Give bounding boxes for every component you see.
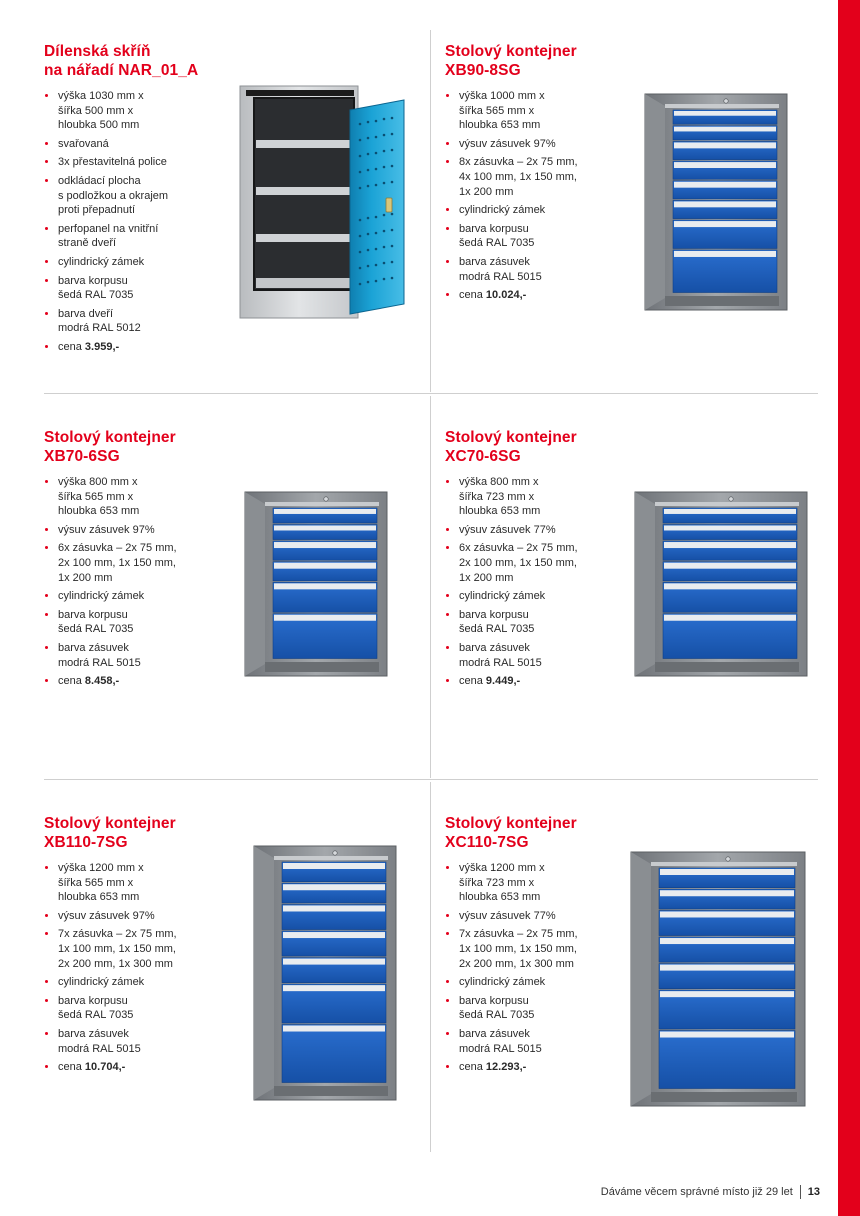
product-title [445, 428, 825, 466]
spec-list [44, 89, 226, 355]
drawer-cabinet-image [243, 490, 389, 678]
spec-item: barva korpusu šedá RAL 7035 [44, 608, 226, 637]
drawer-handle [674, 162, 776, 168]
price-item [44, 674, 226, 689]
spec-item: barva korpusu šedá RAL 7035 [44, 274, 226, 303]
drawer-handle [660, 938, 794, 944]
drawer-cabinet-image [643, 92, 789, 312]
spec-list [445, 89, 627, 303]
drawer-cabinet-image [629, 850, 807, 1108]
drawer-handle [283, 959, 385, 965]
spec-item: barva zásuvek modrá RAL 5015 [44, 641, 226, 670]
spec-item: výška 1200 mm x šířka 565 mm x hloubka 653 mm [44, 861, 226, 905]
drawer-handle [283, 905, 385, 911]
price-value: 10.704,- [84, 1061, 126, 1074]
drawer-cabinet-image [252, 844, 398, 1102]
product-title-line1: Stolový kontejner [445, 429, 577, 446]
price-item [445, 674, 627, 689]
drawer-handle [283, 863, 385, 869]
spec-item: cylindrický zámek [44, 975, 226, 990]
spec-item: svařovaná [44, 137, 226, 152]
product-title-line1: Stolový kontejner [445, 43, 577, 60]
cabinet-side [254, 846, 274, 1100]
row-divider-1 [44, 393, 818, 394]
product-title-line1: Stolový kontejner [44, 429, 176, 446]
price-item [44, 340, 226, 355]
drawer-handle [674, 251, 776, 257]
drawer-handle [274, 542, 376, 548]
column-divider-3 [430, 782, 431, 1152]
drawer-handle [674, 111, 776, 116]
product-title-line2: XC110-7SG [445, 834, 529, 851]
spec-item: cylindrický zámek [445, 203, 627, 218]
drawer-handle [664, 509, 796, 514]
spec-item: barva korpusu šedá RAL 7035 [44, 994, 226, 1023]
product-title [445, 814, 825, 852]
drawer-handle [674, 142, 776, 148]
spec-item: barva korpusu šedá RAL 7035 [445, 994, 627, 1023]
price-value: 9.449,- [485, 675, 521, 688]
spec-item: výsuv zásuvek 77% [445, 909, 627, 924]
page-number: 13 [807, 1185, 820, 1198]
lock-icon [333, 851, 337, 855]
drawer-handle [283, 985, 385, 991]
drawer-handle [674, 201, 776, 207]
product-title-line2: XB90-8SG [445, 62, 521, 79]
spec-item: výška 800 mm x šířka 565 mm x hloubka 653 mm [44, 475, 226, 519]
spec-item: barva zásuvek modrá RAL 5015 [445, 641, 627, 670]
spec-item: cylindrický zámek [445, 589, 627, 604]
drawer-handle [274, 509, 376, 514]
price-item [445, 288, 627, 303]
lock-icon [324, 497, 328, 501]
spec-item: 7x zásuvka – 2x 75 mm, 1x 100 mm, 1x 150 mm, 2x 200 mm, 1x 300 mm [44, 927, 226, 971]
spec-item: výška 1200 mm x šířka 723 mm x hloubka 653 mm [445, 861, 627, 905]
drawer-handle [274, 615, 376, 621]
lock-icon [726, 857, 730, 861]
spec-item: cylindrický zámek [44, 255, 226, 270]
drawer-handle [674, 182, 776, 188]
spec-item: výsuv zásuvek 97% [44, 909, 226, 924]
drawer-cabinet-image [633, 490, 809, 678]
row-divider-2 [44, 779, 818, 780]
drawer-handle [660, 911, 794, 917]
cabinet-side [645, 94, 665, 310]
side-accent-bar [838, 0, 860, 1216]
footer-separator [800, 1185, 801, 1199]
price-value: 3.959,- [84, 340, 120, 353]
spec-item: výsuv zásuvek 97% [44, 523, 226, 538]
product-title-line2: XC70-6SG [445, 448, 521, 465]
drawer-handle [674, 127, 776, 132]
spec-item: barva zásuvek modrá RAL 5015 [44, 1027, 226, 1056]
product-title-line2: na nářadí NAR_01_A [44, 62, 199, 79]
drawer-handle [660, 1032, 794, 1038]
drawer-handle [660, 869, 794, 875]
spec-item: 6x zásuvka – 2x 75 mm, 2x 100 mm, 1x 150 mm, 1x 200 mm [445, 541, 627, 585]
lock-icon [724, 99, 728, 103]
product-title-line1: Stolový kontejner [44, 815, 176, 832]
lock-icon [729, 497, 733, 501]
drawer-handle [664, 563, 796, 569]
price-label: cena [459, 289, 483, 302]
page-footer [420, 1185, 820, 1199]
product-title-line1: Stolový kontejner [445, 815, 577, 832]
spec-item: barva zásuvek modrá RAL 5015 [445, 255, 627, 284]
workshop-cabinet-image [236, 84, 406, 320]
drawer-handle [283, 932, 385, 938]
drawer-handle [660, 890, 794, 896]
price-value: 12.293,- [485, 1061, 527, 1074]
spec-item: barva korpusu šedá RAL 7035 [445, 222, 627, 251]
spec-item: výška 1030 mm x šířka 500 mm x hloubka 500 mm [44, 89, 226, 133]
spec-item: odkládací plocha s podložkou a okrajem proti přepadnutí [44, 174, 226, 218]
spec-list [44, 475, 226, 689]
spec-list [445, 475, 627, 689]
column-divider-1 [430, 30, 431, 392]
drawer-handle [674, 221, 776, 227]
spec-item: 7x zásuvka – 2x 75 mm, 1x 100 mm, 1x 150 mm, 2x 200 mm, 1x 300 mm [445, 927, 627, 971]
spec-item: 6x zásuvka – 2x 75 mm, 2x 100 mm, 1x 150 mm, 1x 200 mm [44, 541, 226, 585]
drawer-handle [664, 615, 796, 621]
drawer-handle [660, 991, 794, 997]
spec-item: barva korpusu šedá RAL 7035 [445, 608, 627, 637]
footer-slogan: Dáváme věcem správné místo již 29 let [600, 1185, 793, 1198]
drawer-handle [664, 542, 796, 548]
spec-item: výška 1000 mm x šířka 565 mm x hloubka 653 mm [445, 89, 627, 133]
spec-item: perfopanel na vnitřní straně dveří [44, 222, 226, 251]
drawer [659, 1031, 795, 1089]
product-title-line1: Dílenská skříň [44, 43, 151, 60]
drawer-handle [283, 1026, 385, 1032]
drawer-handle [664, 526, 796, 531]
drawer-handle [274, 526, 376, 531]
spec-item: výsuv zásuvek 77% [445, 523, 627, 538]
price-label: cena [58, 1061, 82, 1074]
price-value: 10.024,- [485, 289, 527, 302]
price-item [44, 1060, 226, 1075]
price-value: 8.458,- [84, 675, 120, 688]
drawer-handle [660, 965, 794, 971]
price-item [445, 1060, 627, 1075]
price-label: cena [459, 675, 483, 688]
spec-item: cylindrický zámek [445, 975, 627, 990]
spec-item: cylindrický zámek [44, 589, 226, 604]
spec-item: 8x zásuvka – 2x 75 mm, 4x 100 mm, 1x 150 mm, 1x 200 mm [445, 155, 627, 199]
drawer-handle [664, 583, 796, 589]
product-title [44, 42, 424, 80]
drawer-handle [283, 884, 385, 890]
spec-item: výsuv zásuvek 97% [445, 137, 627, 152]
product-title-line2: XB110-7SG [44, 834, 128, 851]
product-title [44, 428, 424, 466]
cabinet-side [631, 852, 651, 1106]
price-label: cena [459, 1061, 483, 1074]
spec-item: barva dveří modrá RAL 5012 [44, 307, 226, 336]
spec-item: výška 800 mm x šířka 723 mm x hloubka 653 mm [445, 475, 627, 519]
product-title-line2: XB70-6SG [44, 448, 120, 465]
price-label: cena [58, 340, 82, 353]
column-divider-2 [430, 396, 431, 778]
cabinet-side [635, 492, 655, 676]
drawer-handle [274, 583, 376, 589]
spec-item: 3x přestavitelná police [44, 155, 226, 170]
spec-list [44, 861, 226, 1075]
spec-list [445, 861, 627, 1075]
cabinet-side [245, 492, 265, 676]
drawer [282, 1025, 386, 1083]
product-title [445, 42, 825, 80]
drawer-handle [274, 563, 376, 569]
spec-item: barva zásuvek modrá RAL 5015 [445, 1027, 627, 1056]
price-label: cena [58, 675, 82, 688]
